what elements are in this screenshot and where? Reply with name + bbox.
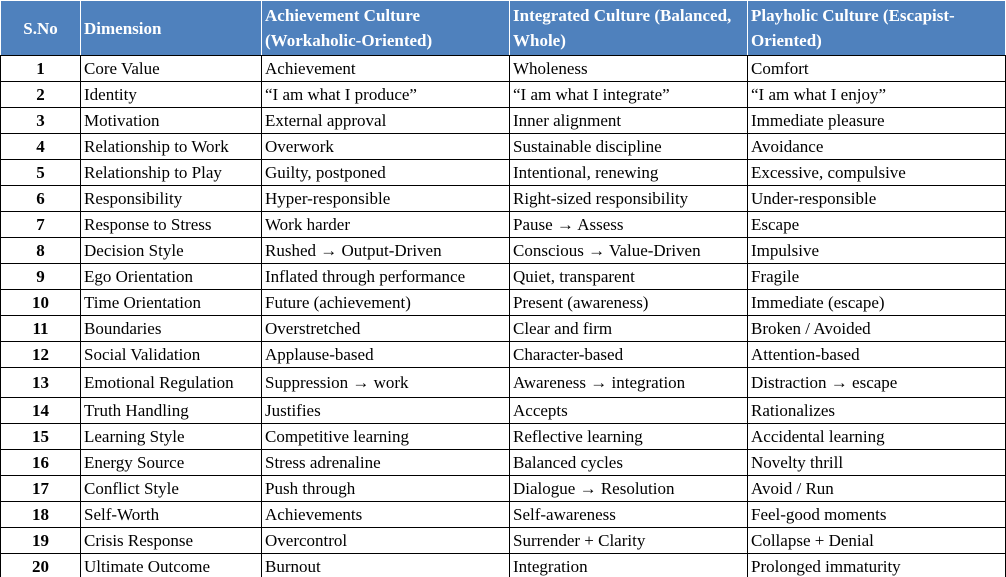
cell-sno: 9: [1, 264, 81, 290]
cell-achievement: Hyper-responsible: [262, 186, 510, 212]
cell-integrated: “I am what I integrate”: [510, 82, 748, 108]
cell-achievement: Inflated through performance: [262, 264, 510, 290]
cell-achievement: “I am what I produce”: [262, 82, 510, 108]
table-row: [1, 290, 1006, 316]
cell-playholic: Broken / Avoided: [748, 316, 1006, 342]
cell-playholic: Escape: [748, 212, 1006, 238]
cell-dimension: Decision Style: [81, 238, 262, 264]
cell-achievement: Push through: [262, 476, 510, 502]
table-row: [1, 450, 1006, 476]
cell-sno: 4: [1, 134, 81, 160]
cell-playholic: Immediate (escape): [748, 290, 1006, 316]
cell-achievement: Suppression → work: [262, 368, 510, 398]
cell-dimension: Crisis Response: [81, 528, 262, 554]
table-row: [1, 368, 1006, 398]
table-row: [1, 316, 1006, 342]
cell-playholic: Novelty thrill: [748, 450, 1006, 476]
cell-dimension: Truth Handling: [81, 398, 262, 424]
cell-playholic: Prolonged immaturity: [748, 554, 1006, 577]
cell-integrated: Conscious → Value-Driven: [510, 238, 748, 264]
table-row: [1, 186, 1006, 212]
cell-sno: 15: [1, 424, 81, 450]
cell-sno: 20: [1, 554, 81, 577]
cell-dimension: Social Validation: [81, 342, 262, 368]
cell-achievement: Stress adrenaline: [262, 450, 510, 476]
cell-playholic: “I am what I enjoy”: [748, 82, 1006, 108]
cell-integrated: Surrender + Clarity: [510, 528, 748, 554]
cell-achievement: Applause-based: [262, 342, 510, 368]
cell-playholic: Under-responsible: [748, 186, 1006, 212]
cell-integrated: Dialogue → Resolution: [510, 476, 748, 502]
cell-playholic: Excessive, compulsive: [748, 160, 1006, 186]
cell-sno: 2: [1, 82, 81, 108]
cell-dimension: Identity: [81, 82, 262, 108]
table-row: [1, 212, 1006, 238]
header-achievement-culture: Achievement Culture (Workaholic-Oriented): [262, 1, 510, 56]
cell-sno: 12: [1, 342, 81, 368]
cell-playholic: Impulsive: [748, 238, 1006, 264]
cell-dimension: Ultimate Outcome: [81, 554, 262, 577]
cell-achievement: Work harder: [262, 212, 510, 238]
cell-dimension: Core Value: [81, 56, 262, 82]
cell-playholic: Immediate pleasure: [748, 108, 1006, 134]
cell-playholic: Feel-good moments: [748, 502, 1006, 528]
cell-achievement: Rushed → Output-Driven: [262, 238, 510, 264]
cell-sno: 3: [1, 108, 81, 134]
cell-dimension: Conflict Style: [81, 476, 262, 502]
cell-achievement: Achievement: [262, 56, 510, 82]
table-row: [1, 554, 1006, 577]
cell-integrated: Present (awareness): [510, 290, 748, 316]
table-row: [1, 476, 1006, 502]
table-row: [1, 264, 1006, 290]
cell-integrated: Wholeness: [510, 56, 748, 82]
cell-playholic: Accidental learning: [748, 424, 1006, 450]
cell-achievement: Burnout: [262, 554, 510, 577]
header-dimension: Dimension: [81, 1, 262, 56]
table-row: [1, 108, 1006, 134]
cell-sno: 7: [1, 212, 81, 238]
cell-playholic: Avoidance: [748, 134, 1006, 160]
table-row: [1, 160, 1006, 186]
cell-sno: 13: [1, 368, 81, 398]
table-row: [1, 424, 1006, 450]
cell-dimension: Time Orientation: [81, 290, 262, 316]
cell-achievement: External approval: [262, 108, 510, 134]
cell-playholic: Comfort: [748, 56, 1006, 82]
cell-dimension: Boundaries: [81, 316, 262, 342]
cell-achievement: Overcontrol: [262, 528, 510, 554]
header-playholic-culture: Playholic Culture (Escapist-Oriented): [748, 1, 1006, 56]
cell-playholic: Attention-based: [748, 342, 1006, 368]
cell-dimension: Relationship to Work: [81, 134, 262, 160]
table-body: [1, 56, 1006, 577]
header-integrated-culture: Integrated Culture (Balanced, Whole): [510, 1, 748, 56]
cell-playholic: Avoid / Run: [748, 476, 1006, 502]
cell-sno: 8: [1, 238, 81, 264]
cell-achievement: Overwork: [262, 134, 510, 160]
cell-playholic: Distraction → escape: [748, 368, 1006, 398]
cell-dimension: Self-Worth: [81, 502, 262, 528]
cell-dimension: Response to Stress: [81, 212, 262, 238]
cell-sno: 1: [1, 56, 81, 82]
cell-sno: 5: [1, 160, 81, 186]
cell-dimension: Relationship to Play: [81, 160, 262, 186]
cell-dimension: Emotional Regulation: [81, 368, 262, 398]
cell-dimension: Responsibility: [81, 186, 262, 212]
table-row: [1, 398, 1006, 424]
table-row: [1, 342, 1006, 368]
cell-playholic: Fragile: [748, 264, 1006, 290]
cell-achievement: Competitive learning: [262, 424, 510, 450]
cell-achievement: Future (achievement): [262, 290, 510, 316]
cell-integrated: Reflective learning: [510, 424, 748, 450]
cell-sno: 16: [1, 450, 81, 476]
cell-integrated: Sustainable discipline: [510, 134, 748, 160]
cell-sno: 10: [1, 290, 81, 316]
cell-integrated: Character-based: [510, 342, 748, 368]
table-row: [1, 134, 1006, 160]
cell-integrated: Inner alignment: [510, 108, 748, 134]
table-header: [1, 1, 1006, 56]
cell-sno: 11: [1, 316, 81, 342]
cell-integrated: Accepts: [510, 398, 748, 424]
cell-achievement: Overstretched: [262, 316, 510, 342]
cell-dimension: Learning Style: [81, 424, 262, 450]
table-row: [1, 238, 1006, 264]
cell-integrated: Clear and firm: [510, 316, 748, 342]
cell-sno: 19: [1, 528, 81, 554]
cell-integrated: Awareness → integration: [510, 368, 748, 398]
cell-playholic: Rationalizes: [748, 398, 1006, 424]
header-row: [1, 1, 1006, 56]
cell-sno: 14: [1, 398, 81, 424]
cell-achievement: Guilty, postponed: [262, 160, 510, 186]
cell-dimension: Motivation: [81, 108, 262, 134]
cell-integrated: Right-sized responsibility: [510, 186, 748, 212]
cell-integrated: Quiet, transparent: [510, 264, 748, 290]
cell-dimension: Energy Source: [81, 450, 262, 476]
table-row: [1, 502, 1006, 528]
cell-integrated: Intentional, renewing: [510, 160, 748, 186]
cell-integrated: Integration: [510, 554, 748, 577]
cell-integrated: Pause → Assess: [510, 212, 748, 238]
cell-playholic: Collapse + Denial: [748, 528, 1006, 554]
cell-integrated: Balanced cycles: [510, 450, 748, 476]
cell-sno: 6: [1, 186, 81, 212]
header-sno: S.No: [1, 1, 81, 56]
cell-dimension: Ego Orientation: [81, 264, 262, 290]
table-row: [1, 528, 1006, 554]
cell-sno: 17: [1, 476, 81, 502]
cell-achievement: Justifies: [262, 398, 510, 424]
cell-achievement: Achievements: [262, 502, 510, 528]
table-row: [1, 82, 1006, 108]
table-row: [1, 56, 1006, 82]
cell-integrated: Self-awareness: [510, 502, 748, 528]
cell-sno: 18: [1, 502, 81, 528]
